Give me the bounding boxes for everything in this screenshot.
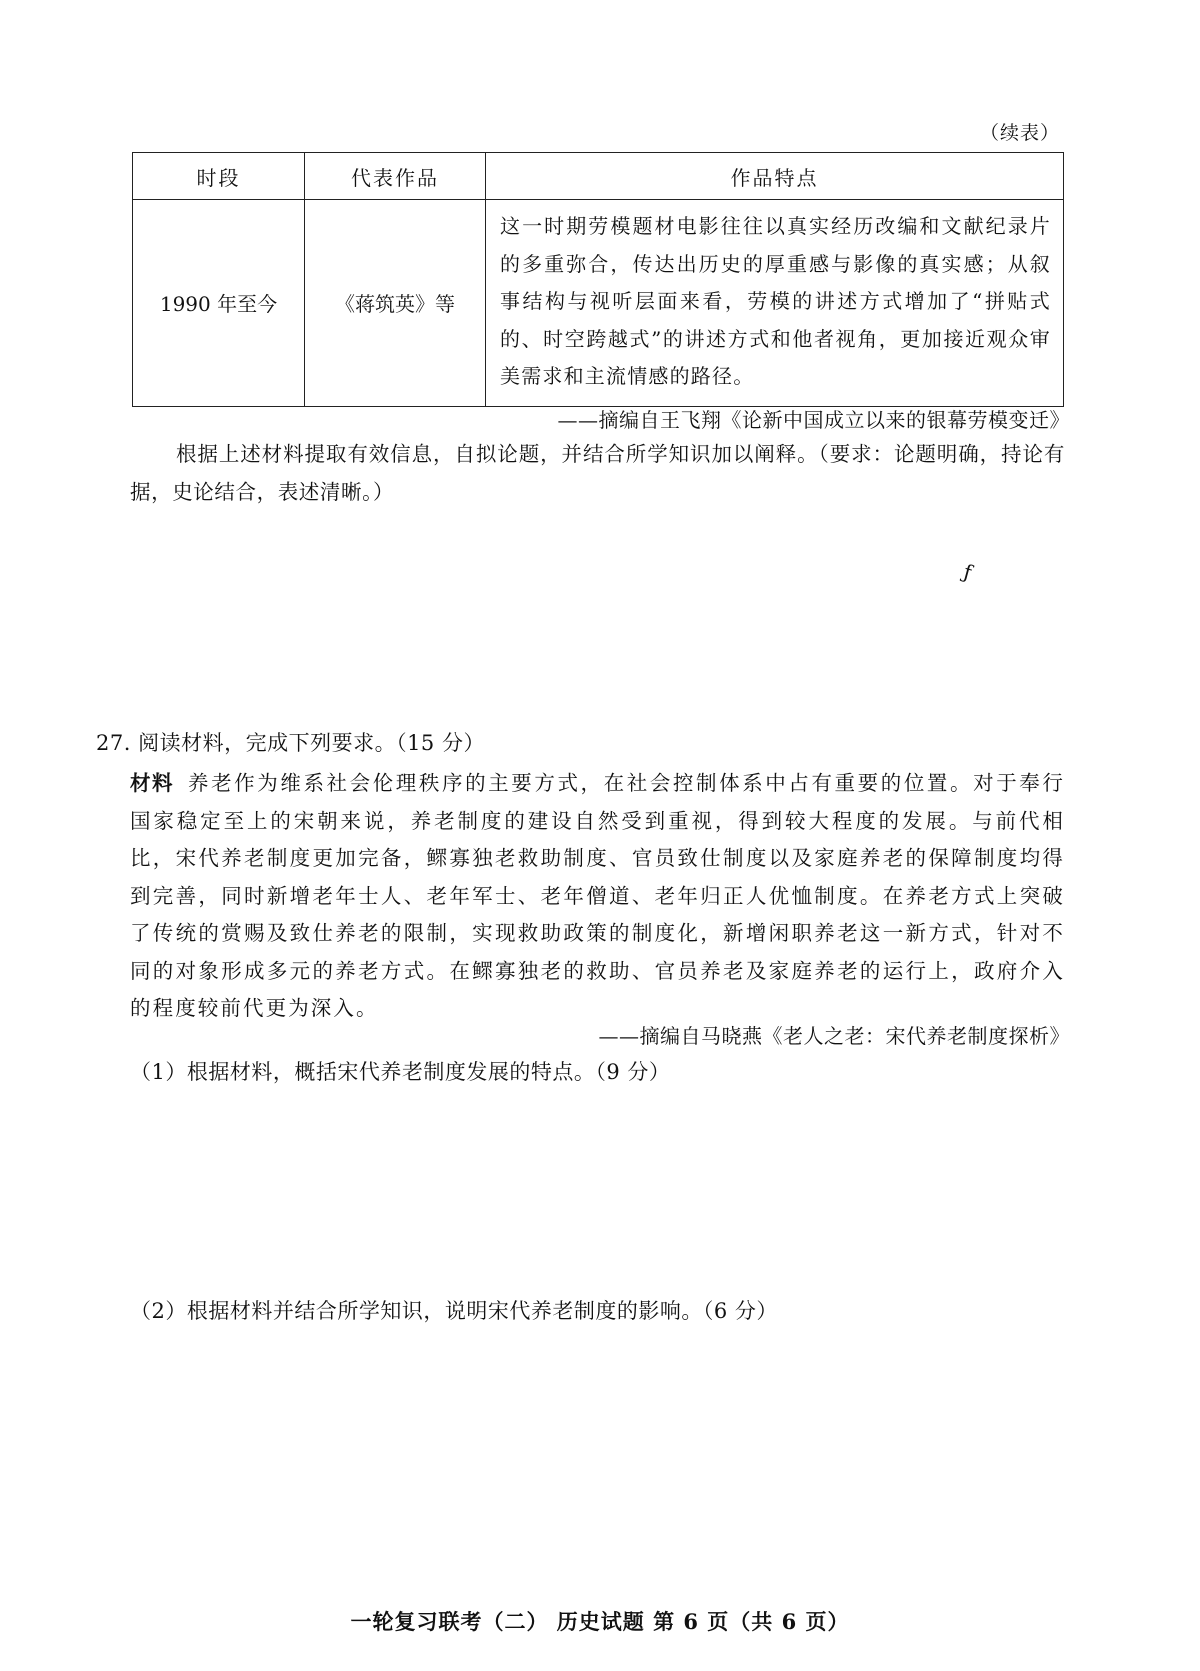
cell-features: 这一时期劳模题材电影往往以真实经历改编和文献纪录片的多重弥合，传达出历史的厚重感与影像的真实感；从叙事结构与视听层面来看，劳模的讲述方式增加了“拼贴式的、时空跨越式”的讲述方式和他者视角，更加接近观众审美需求和主流情感的路径。 xyxy=(500,214,1051,388)
continued-table-note: （续表） xyxy=(979,122,1060,144)
header-works: 代表作品 xyxy=(305,153,486,200)
source-citation-1: ——摘编自王飞翔《论新中国成立以来的银幕劳模变迁》 xyxy=(557,408,1070,432)
stray-pen-mark: ƒ xyxy=(961,559,975,585)
cell-period: 1990 年至今 xyxy=(133,200,305,407)
table-header-row xyxy=(133,153,1064,200)
source-citation-2: ——摘编自马晓燕《老人之老：宋代养老制度探析》 xyxy=(598,1024,1070,1048)
cell-works: 《蒋筑英》等 xyxy=(305,200,486,407)
table-row xyxy=(133,200,1064,407)
question-26-task: 根据上述材料提取有效信息，自拟论题，并结合所学知识加以阐释。（要求：论题明确，持论有据，史论结合，表述清晰。） xyxy=(130,442,1065,504)
cell-features-wrapper xyxy=(486,200,1064,407)
material-text: 养老作为维系社会伦理秩序的主要方式，在社会控制体系中占有重要的位置。对于奉行国家稳定至上的宋朝来说，养老制度的建设自然受到重视，得到较大程度的发展。与前代相比，宋代养老制度更加完备，鳏寡独老救助制度、官员致仕制度以及家庭养老的保障制度均得到完善，同时新增老年士人、老年军士、老年僧道、老年归正人优恤制度。在养老方式上突破了传统的赏赐及致仕养老的限制，实现救助政策的制度化，新增闲职养老这一新方式，针对不同的对象形成多元的养老方式。在鳏寡独老的救助、官员养老及家庭养老的运行上，政府介入的程度较前代更为深入。 xyxy=(130,771,1065,1020)
question-27-part-1: （1）根据材料，概括宋代养老制度发展的特点。（9 分） xyxy=(130,1060,671,1084)
question-27-material xyxy=(130,765,1065,1028)
header-period: 时段 xyxy=(133,153,305,200)
question-27-part-2: （2）根据材料并结合所学知识，说明宋代养老制度的影响。（6 分） xyxy=(130,1299,778,1323)
question-27-title: 27. 阅读材料，完成下列要求。（15 分） xyxy=(96,731,485,755)
header-features: 作品特点 xyxy=(486,153,1064,200)
material-table xyxy=(132,152,1064,407)
page-footer: 一轮复习联考（二） 历史试题 第 6 页（共 6 页） xyxy=(350,1609,850,1634)
material-label: 材料 xyxy=(130,771,174,795)
